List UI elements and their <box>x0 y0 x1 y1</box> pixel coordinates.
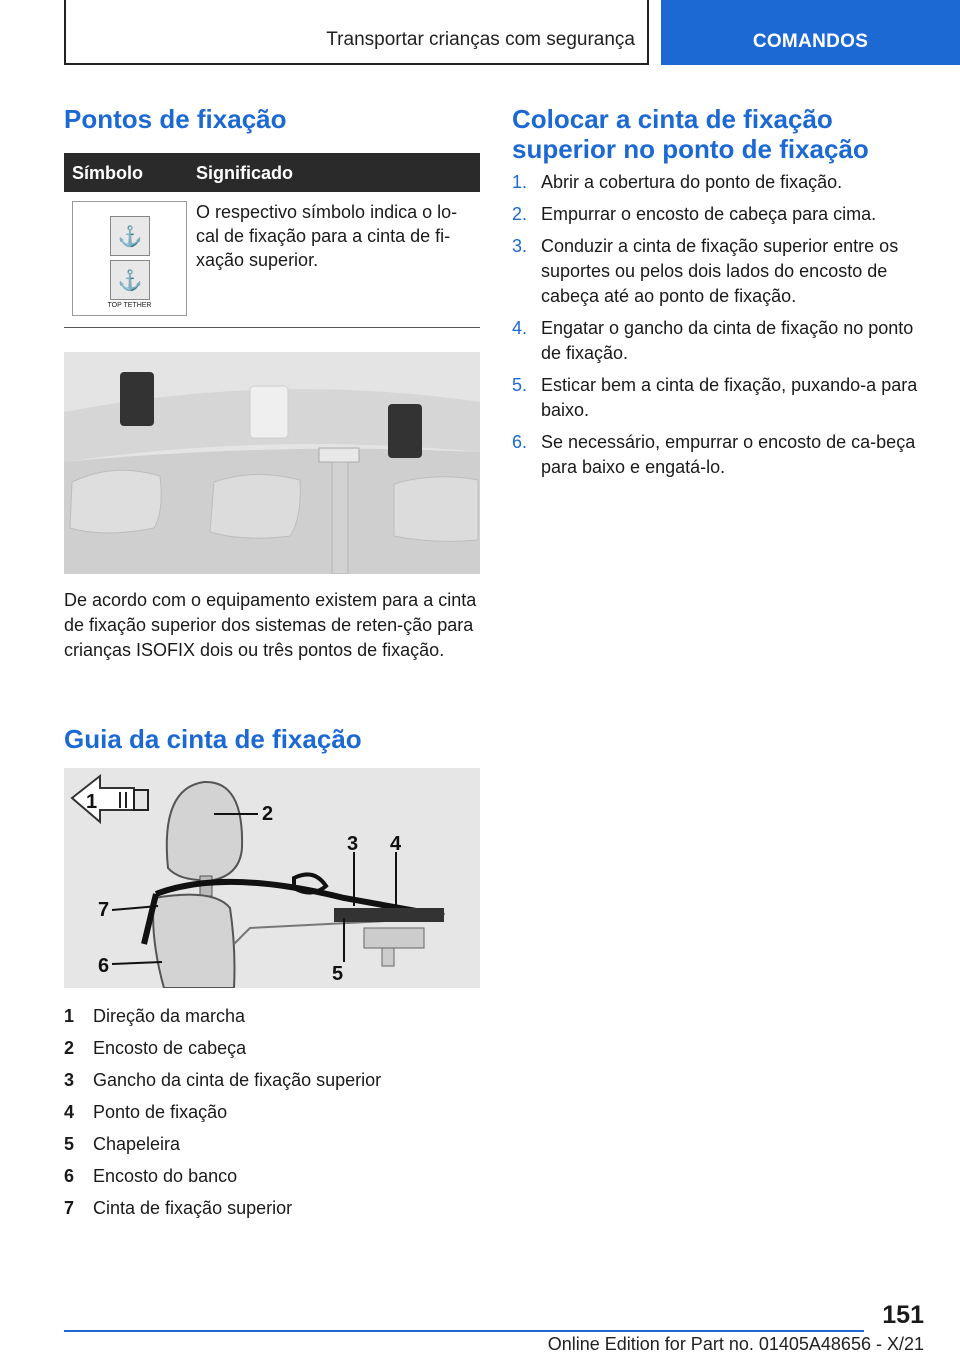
anchor-seat-icon: ⚓ <box>110 216 150 256</box>
top-tether-symbol <box>72 201 187 316</box>
legend-text: Ponto de fixação <box>93 1101 228 1122</box>
diagram-label-5: 5 <box>332 963 344 985</box>
step-text: Se necessário, empurrar o encosto de ca-beça para baixo e engatá-lo. <box>541 432 916 477</box>
legend-text: Encosto do banco <box>93 1165 238 1186</box>
step-number: 3. <box>512 236 528 256</box>
step-text: Esticar bem a cinta de fixação, puxando-a para baixo. <box>541 375 918 420</box>
step-text: Abrir a cobertura do ponto de fixação. <box>541 172 843 192</box>
footer-divider <box>64 1330 864 1332</box>
heading-guia-cinta: Guia da cinta de fixação <box>64 724 362 754</box>
symbol-description: O respectivo símbolo indica o lo-cal de fixação para a cinta de fi-xação superior. <box>196 202 458 270</box>
diagram-label-2: 2 <box>262 803 274 825</box>
legend-number: 7 <box>64 1197 75 1218</box>
header-section-box <box>64 0 649 65</box>
legend-number: 5 <box>64 1133 75 1154</box>
anchor-seat-icon: ⚓ <box>110 260 150 300</box>
header-chapter-tab[interactable] <box>661 0 960 65</box>
footer-edition: Online Edition for Part no. 01405A48656 - X/21 <box>547 1334 924 1354</box>
legend-item <box>64 1128 484 1160</box>
header-section-title: Transportar crianças com segurança <box>326 29 635 50</box>
diagram-label-7: 7 <box>98 899 110 921</box>
col-header-meaning: Significado <box>196 163 294 183</box>
step-number: 1. <box>512 172 528 192</box>
legend-item <box>64 1064 484 1096</box>
heading-colocar-cinta-line2: superior no ponto de fixação <box>512 134 869 164</box>
legend-item <box>64 1160 484 1192</box>
diagram-label-6: 6 <box>98 955 110 977</box>
step-text: Engatar o gancho da cinta de fixação no ponto de fixação. <box>541 318 914 363</box>
step-text: Empurrar o encosto de cabeça para cima. <box>541 204 877 224</box>
col-header-symbol: Símbolo <box>72 163 143 183</box>
heading-colocar-cinta-line1: Colocar a cinta de fixação <box>512 104 833 134</box>
step-item <box>512 202 922 227</box>
step-item <box>512 234 922 309</box>
header-chapter-label: COMANDOS <box>752 31 869 52</box>
legend-text: Cinta de fixação superior <box>93 1197 293 1218</box>
step-text: Conduzir a cinta de fixação superior entre os suportes ou pelos dois lados do encosto de cabeça até ao ponto de fixação. <box>541 236 899 306</box>
legend-number: 3 <box>64 1069 75 1090</box>
legend-item <box>64 1192 484 1224</box>
step-item <box>512 430 922 480</box>
step-number: 2. <box>512 204 528 224</box>
legend-text: Direção da marcha <box>93 1005 246 1026</box>
diagram-legend <box>64 1000 484 1224</box>
symbol-table-row <box>64 192 480 328</box>
legend-item <box>64 1000 484 1032</box>
step-item <box>512 170 922 195</box>
diagram-label-3: 3 <box>347 833 359 855</box>
step-item <box>512 373 922 423</box>
diagram-label-4: 4 <box>390 833 402 855</box>
legend-text: Chapeleira <box>93 1133 181 1154</box>
page-number: 151 <box>882 1301 924 1329</box>
step-item <box>512 316 922 366</box>
diagram-label-1: 1 <box>86 791 98 813</box>
step-number: 5. <box>512 375 528 395</box>
legend-number: 4 <box>64 1101 75 1122</box>
legend-text: Gancho da cinta de fixação superior <box>93 1069 382 1090</box>
tether-guide-diagram <box>64 768 480 988</box>
legend-item <box>64 1032 484 1064</box>
symbol-table <box>64 153 480 328</box>
rear-shelf-photo <box>64 352 480 574</box>
legend-number: 6 <box>64 1165 75 1186</box>
heading-colocar-cinta <box>512 104 932 164</box>
top-tether-caption: TOP TETHER <box>107 302 152 309</box>
legend-number: 1 <box>64 1005 75 1026</box>
heading-pontos-fixacao: Pontos de fixação <box>64 104 287 134</box>
symbol-table-header <box>64 153 480 192</box>
legend-number: 2 <box>64 1037 75 1058</box>
anchor-points-paragraph: De acordo com o equipamento existem para a cinta de fixação superior dos sistemas de reten-ção para crianças ISOFIX dois ou três pontos de fixação. <box>64 590 477 660</box>
step-number: 6. <box>512 432 528 452</box>
rear-shelf-illustration <box>64 352 480 574</box>
legend-text: Encosto de cabeça <box>93 1037 247 1058</box>
step-number: 4. <box>512 318 528 338</box>
legend-item <box>64 1096 484 1128</box>
procedure-steps <box>512 170 922 487</box>
tether-guide-illustration <box>64 768 480 988</box>
